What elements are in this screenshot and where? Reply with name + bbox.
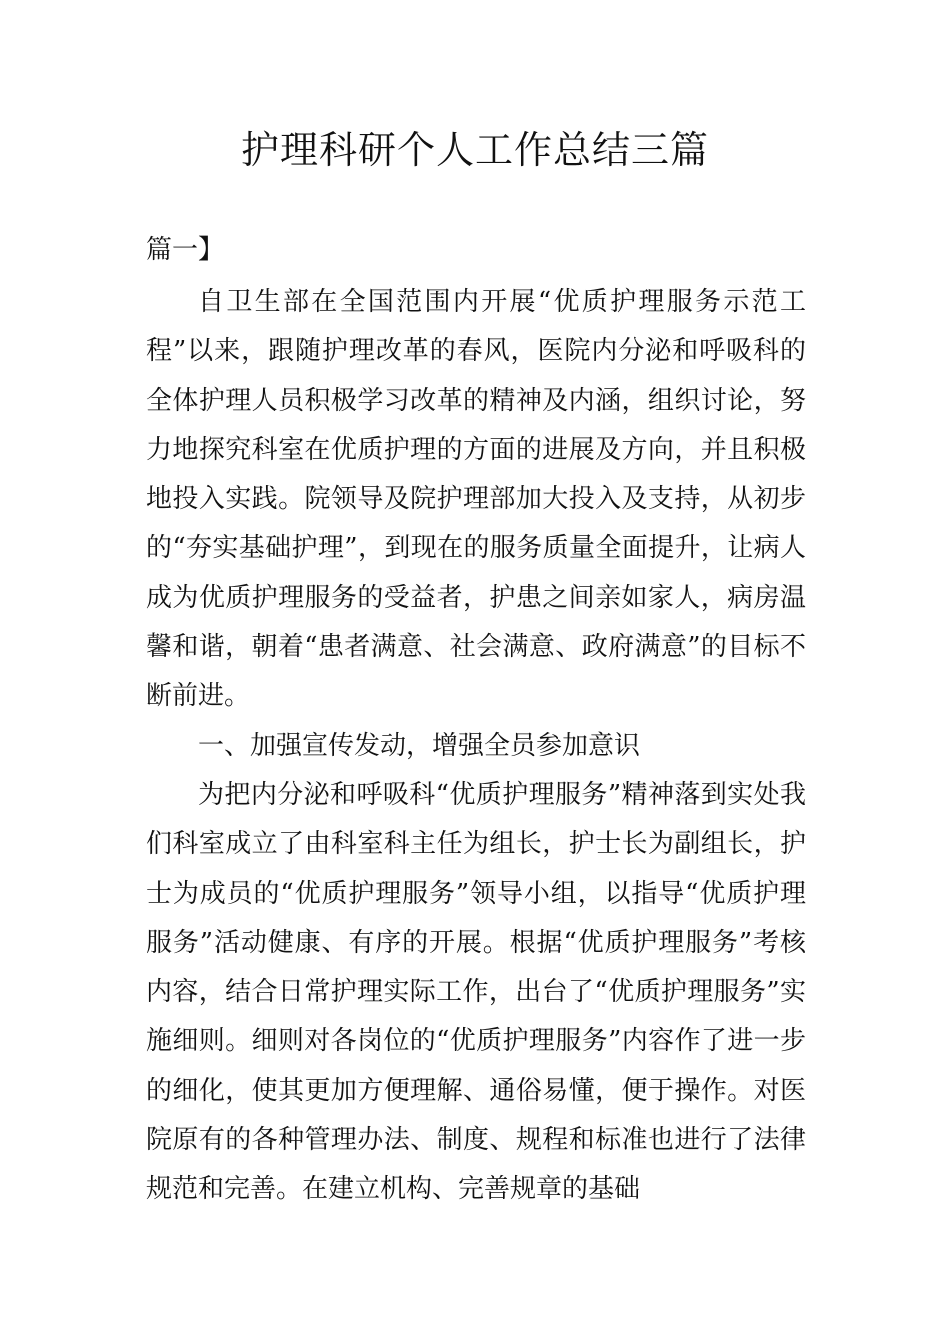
document-body bbox=[146, 278, 806, 1215]
paragraph-2: 为把内分泌和呼吸科“优质护理服务”精神落到实处我们科室成立了由科室科主任为组长，护士长为副组长，护士为成员的“优质护理服务”领导小组，以指导“优质护理服务”活动健康、有序的开展。根据“优质护理服务”考核内容，结合日常护理实际工作，出台了“优质护理服务”实施细则。细则对各岗位的“优质护理服务”内容作了进一步的细化，使其更加方便理解、通俗易懂，便于操作。对医院原有的各种管理办法、制度、规程和标准也进行了法律规范和完善。在建立机构、完善规章的基础 bbox=[146, 779, 806, 1205]
section-label: 篇一】 bbox=[146, 235, 225, 265]
section-heading-1: 一、加强宣传发动，增强全员参加意识 bbox=[198, 730, 641, 761]
document-title: 护理科研个人工作总结三篇 bbox=[240, 128, 709, 172]
paragraph-intro: 自卫生部在全国范围内开展“优质护理服务示范工程”以来，跟随护理改革的春风，医院内分泌和呼吸科的全体护理人员积极学习改革的精神及内涵，组织讨论，努力地探究科室在优质护理的方面的进展及方向，并且积极地投入实践。院领导及院护理部加大投入及支持，从初步的“夯实基础护理”，到现在的服务质量全面提升，让病人成为优质护理服务的受益者，护患之间亲如家人，病房温馨和谐，朝着“患者满意、社会满意、政府满意”的目标不断前进。 bbox=[146, 287, 806, 712]
